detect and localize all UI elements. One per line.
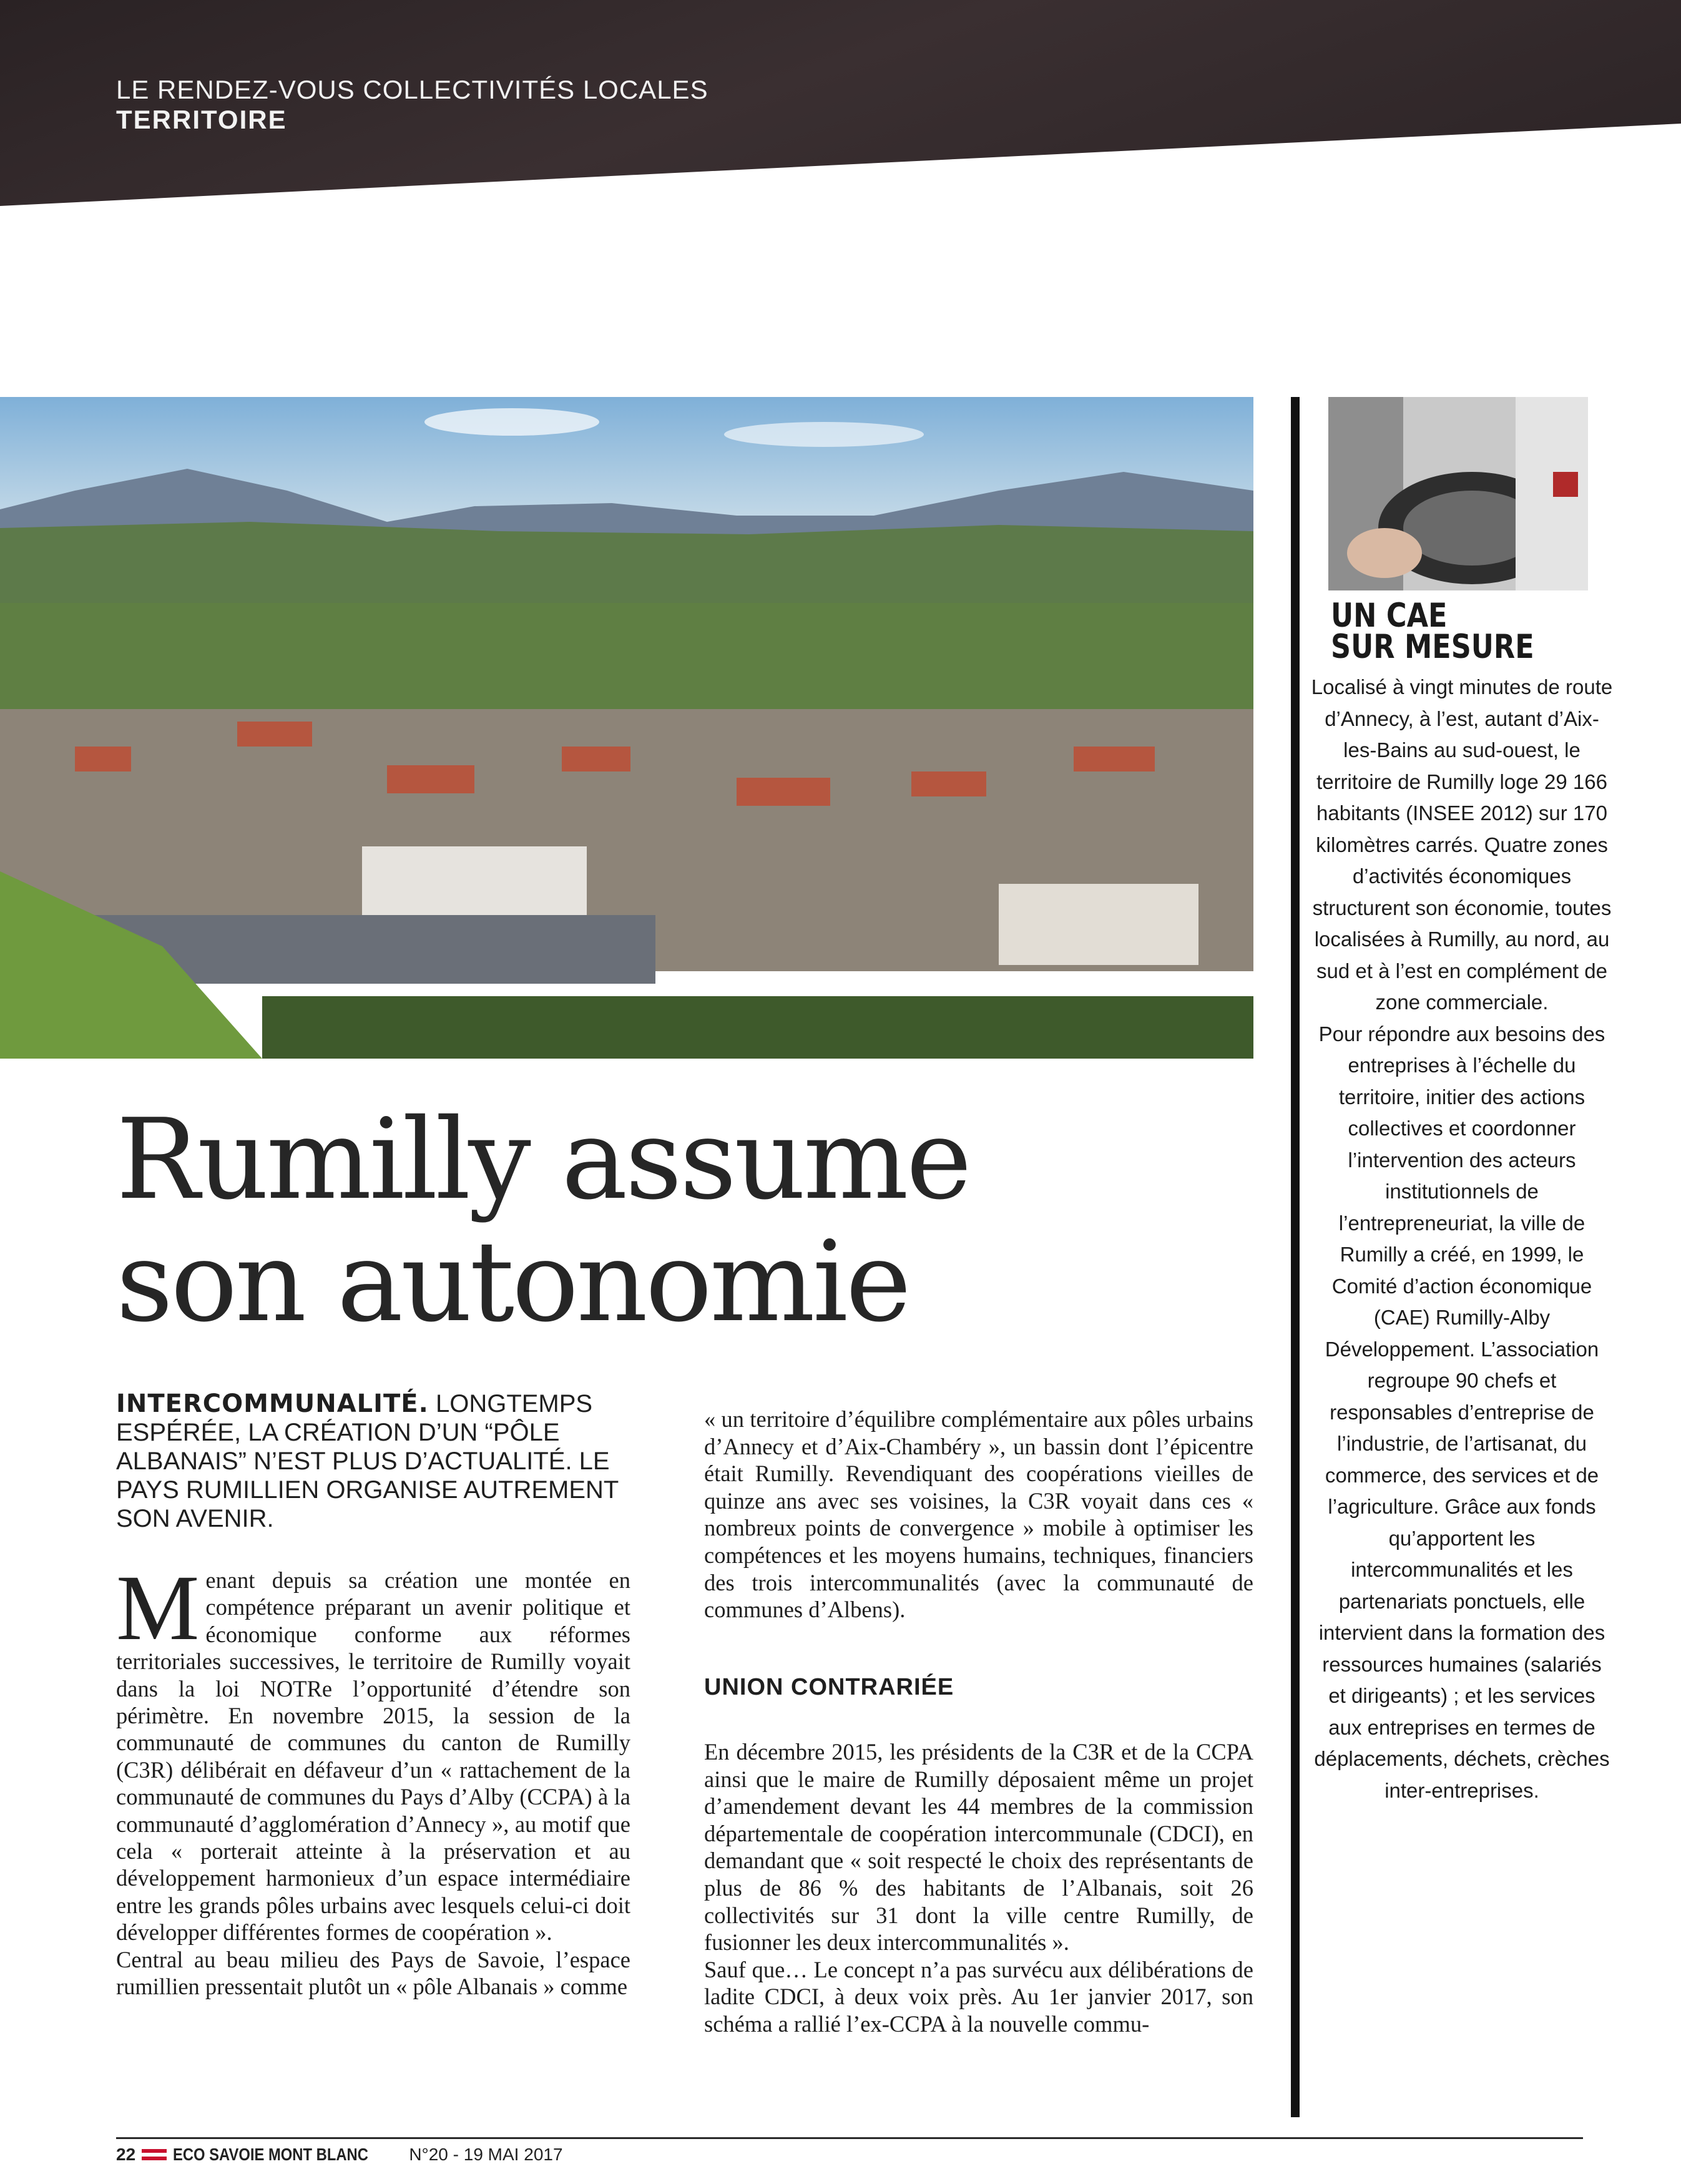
sidebar-paragraph: Pour répondre aux besoins des entreprises à l’échelle du territoire, initier des actions collectives et coordonner l’intervention des acteurs institutionnels de l’entrepreneuriat, la ville de Rumilly a créé, en 1999, le Comité d’action économique (CAE) Rumilly-Alby Développement. L’association regroupe 90 chefs et responsables d’entreprise de l’industrie, de l’artisanat, du commerce, des services et de l’agriculture. Grâce aux fonds qu’apportent les intercommunalités et les partenariats ponctuels, elle intervient dans la formation des ressources humaines (salariés et dirigeants) ; et les services aux entreprises en termes de déplacements, déchets, crèches inter-entreprises. [1314,1022,1610,1802]
article-subhead: UNION CONTRARIÉE [704,1674,954,1700]
body-paragraph: En décembre 2015, les présidents de la C3R et de la CCPA ainsi que le maire de Rumilly déposaient même un projet d’amendement devant les 44 membres de la commission départementale de coopération intercommunale (CDCI), en demandant que « soit respecté le choix des représentants de plus de 86 % des habitants de l’Albanais, soit 26 collectivités sur 31 dont la ville centre Rumilly, de fusionner les deux intercommunalités ». [704,1739,1253,1956]
technician-photo [1328,397,1588,590]
body-paragraph: « un territoire d’équilibre complémentaire aux pôles urbains d’Annecy et d’Aix-Chambéry », un bassin dont l’épicentre était Rumilly. Revendiquant des coopérations vieilles de quinze ans avec ses voisines, la C3R voyait dans ces « nombreux points de convergence » mobile à optimiser les compétences et les moyens humains, techniques, financiers des trois intercommunalités (avec la communauté de communes d’Albens). [704,1406,1253,1623]
rubric-section: TERRITOIRE [116,105,287,134]
issue-info: N°20 - 19 MAI 2017 [409,2145,563,2164]
lead-keyword: INTERCOMMUNALITÉ. [116,1389,429,1418]
lead-text: LONGTEMPS ESPÉRÉE, LA CRÉATION D’UN “PÔLE ALBANAIS” N’EST PLUS D’ACTUALITÉ. LE PAYS RUMILLIEN ORGANISE AUTREMENT SON AVENIR. [116,1390,619,1532]
sidebar-body [1311,672,1613,1806]
rubric-line: LE RENDEZ-VOUS COLLECTIVITÉS LOCALES [116,75,708,104]
page-number: 22 [116,2145,136,2164]
publication-name: ECO SAVOIE MONT BLANC [173,2145,369,2164]
article-column-1 [116,1556,630,2000]
column-divider [1291,397,1300,2117]
sidebar-title-line: UN CAE [1331,597,1448,635]
article-lead [116,1389,640,1533]
sidebar-title [1331,597,1551,666]
body-paragraph: enant depuis sa création une montée en compétence préparant un avenir politique et économique conforme aux réformes territoriales successives, le territoire de Rumilly voyait dans la loi NOTRe l’opportunité d’étendre son périmètre. En novembre 2015, la session de la communauté de communes du canton de Rumilly (C3R) délibérait en défaveur d’un « rattachement de la communauté de communes du Pays d’Alby (CCPA) à la communauté d’agglomération d’Annecy », au motif que cela « porterait atteinte à la préservation et au développement harmonieux d’un espace intermédiaire entre les grands pôles urbains avec lesquels celui-ci doit développer différentes formes de coopération ». [116,1567,630,1946]
article-column-2-top [704,1406,1253,1623]
body-paragraph: Central au beau milieu des Pays de Savoie, l’espace rumillien pressentait plutôt un « pôle Albanais » comme [116,1946,630,2000]
article-title-line: Rumilly assume [116,1095,969,1224]
drop-cap: M [116,1556,200,1660]
article-title [116,1095,1208,1346]
savoie-flag-icon [142,2148,167,2162]
town-panorama-photo [0,397,1253,1059]
sidebar-paragraph: Localisé à vingt minutes de route d’Annecy, à l’est, autant d’Aix-les-Bains au sud-ouest, le territoire de Rumilly loge 29 166 habitants (INSEE 2012) sur 170 kilomètres carrés. Quatre zones d’activités économiques structurent son économie, toutes localisées à Rumilly, au nord, au sud et à l’est en complément de zone commerciale. [1311,675,1613,1014]
body-paragraph: Sauf que… Le concept n’a pas survécu aux délibérations de ladite CDCI, à deux voix près. Au 1er janvier 2017, son schéma a rallié l’ex-CCPA à la nouvelle commu- [704,1956,1253,2037]
section-rubric [116,75,708,135]
article-column-2-bottom [704,1738,1253,2038]
article-title-line: son autonomie [116,1217,909,1346]
page-footer [116,2145,563,2165]
sidebar-title-line: SUR MESURE [1331,628,1534,666]
footer-rule [116,2137,1583,2139]
